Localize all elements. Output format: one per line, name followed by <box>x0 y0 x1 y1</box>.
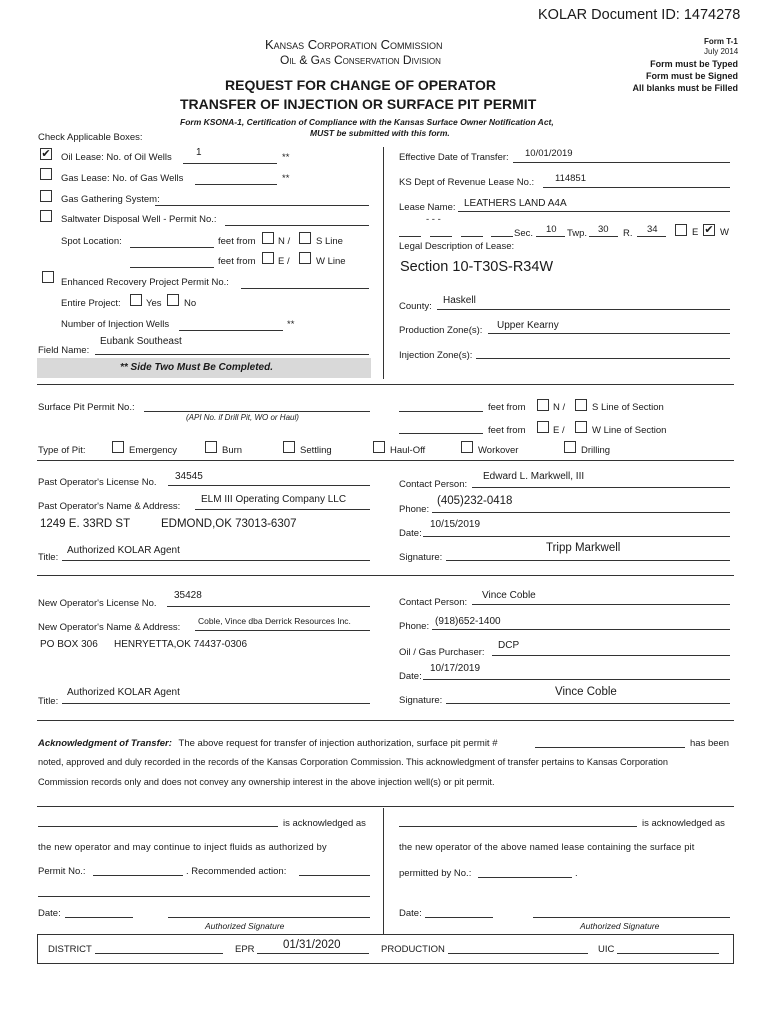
settling-checkbox[interactable] <box>283 441 295 453</box>
sec-label: Sec. <box>514 228 534 239</box>
new-license-label: New Operator's License No. <box>38 598 157 609</box>
eor-label: Enhanced Recovery Project Permit No.: <box>61 277 229 288</box>
yes-label: Yes <box>146 298 162 309</box>
req-typed: Form must be Typed <box>650 59 738 69</box>
past-address[interactable]: 1249 E. 33RD ST <box>40 518 131 530</box>
gas-gathering-checkbox[interactable] <box>40 190 52 202</box>
new-name-label: New Operator's Name & Address: <box>38 622 181 633</box>
ks-dept-value[interactable]: 114851 <box>555 173 586 184</box>
lease-name-label: Lease Name: <box>399 202 456 213</box>
new-title-value[interactable]: Authorized KOLAR Agent <box>67 687 180 698</box>
form-subtitle-1: Form KSONA-1, Certification of Compliance with the Kansas Surface Owner Notification Act, <box>180 117 554 127</box>
form-title-1: REQUEST FOR CHANGE OF OPERATOR <box>225 77 496 93</box>
no-label: No <box>184 298 197 309</box>
gas-lease-label: Gas Lease: No. of Gas Wells <box>61 173 184 184</box>
past-name-value[interactable]: ELM III Operating Company LLC <box>201 494 347 505</box>
new-address[interactable]: PO BOX 306 <box>40 639 98 650</box>
stars: ** <box>282 152 290 163</box>
pit-w-checkbox[interactable] <box>575 421 587 433</box>
twp-label: Twp. <box>567 228 588 239</box>
ack-lead: Acknowledgment of Transfer: <box>38 738 172 749</box>
eff-date-label: Effective Date of Transfer: <box>399 152 509 163</box>
twp-value[interactable]: 30 <box>598 224 609 235</box>
spot-location-label: Spot Location: <box>61 236 122 247</box>
past-date-label: Date: <box>399 528 422 539</box>
s-label: S Line <box>316 236 343 247</box>
ack-left-date: Date: <box>38 908 61 919</box>
new-name-value[interactable]: Coble, Vince dba Derrick Resources Inc. <box>198 616 351 626</box>
ack-has-been: has been <box>690 738 730 749</box>
req-filled: All blanks must be Filled <box>632 83 738 93</box>
new-date-value[interactable]: 10/17/2019 <box>430 663 481 674</box>
api-note: (API No. if Drill Pit, WO or Haul) <box>186 413 299 422</box>
division-name: Oil & Gas Conservation Division <box>280 53 441 67</box>
prod-zone-label: Production Zone(s): <box>399 325 483 336</box>
e-checkbox[interactable] <box>262 252 274 264</box>
pit-e-checkbox[interactable] <box>537 421 549 433</box>
eff-date-value[interactable]: 10/01/2019 <box>525 148 573 159</box>
range-w-label: W <box>720 227 729 238</box>
workover-checkbox[interactable] <box>461 441 473 453</box>
new-city[interactable]: HENRYETTA,OK 74437-0306 <box>114 639 248 650</box>
new-contact-value[interactable]: Vince Coble <box>482 590 536 601</box>
sec-value[interactable]: 10 <box>546 224 557 235</box>
form-title-2: TRANSFER OF INJECTION OR SURFACE PIT PERMIT <box>180 96 537 112</box>
e-label: E / <box>278 256 290 267</box>
oil-lease-checkbox[interactable]: ✔ <box>41 148 51 160</box>
w-checkbox[interactable] <box>299 252 311 264</box>
legal-desc-value[interactable]: Section 10-T30S-R34W <box>400 259 554 275</box>
pit-n-label: N / <box>553 402 566 413</box>
pit-feet-from: feet from <box>488 402 526 413</box>
county-label: County: <box>399 301 432 312</box>
n-checkbox[interactable] <box>262 232 274 244</box>
pit-s-label: S Line of Section <box>592 402 664 413</box>
document-id: KOLAR Document ID: 1474278 <box>538 7 741 23</box>
new-sig-label: Signature: <box>399 695 443 706</box>
ack-right-is: is acknowledged as <box>642 818 725 829</box>
pit-n-checkbox[interactable] <box>537 399 549 411</box>
ack-right-auth-sig: Authorized Signature <box>580 921 660 931</box>
check-boxes-label: Check Applicable Boxes: <box>38 132 143 143</box>
new-signature[interactable]: Vince Coble <box>555 686 617 698</box>
w-label: W Line <box>316 256 346 267</box>
feet-from: feet from <box>218 256 256 267</box>
settling-label: Settling <box>300 445 332 456</box>
ack-right-text: the new operator of the above named lease containing the surface pit <box>399 842 695 852</box>
ack-text-3: Commission records only and does not convey any ownership interest in the above injection well(s) or pit permit. <box>38 777 495 787</box>
num-injection-label: Number of Injection Wells <box>61 319 170 330</box>
emergency-label: Emergency <box>129 445 178 456</box>
stars: ** <box>282 173 290 184</box>
ack-right-date: Date: <box>399 908 422 919</box>
new-date-label: Date: <box>399 671 422 682</box>
ack-text-2: noted, approved and duly recorded in the records of the Kansas Corporation Commission. This acknowledgment of transfer pertains to Kansas Corporation <box>38 757 669 767</box>
past-title-label: Title: <box>38 552 59 563</box>
yes-checkbox[interactable] <box>130 294 142 306</box>
form-subtitle-2: MUST be submitted with this form. <box>310 128 450 138</box>
past-date-value[interactable]: 10/15/2019 <box>430 519 481 530</box>
ack-period: . <box>575 868 578 879</box>
past-license-label: Past Operator's License No. <box>38 477 157 488</box>
drilling-checkbox[interactable] <box>564 441 576 453</box>
district-label: DISTRICT <box>48 944 92 955</box>
ack-left-auth-sig: Authorized Signature <box>205 921 285 931</box>
pit-e-label: E / <box>553 425 565 436</box>
inj-zone-label: Injection Zone(s): <box>399 350 473 361</box>
range-e-label: E <box>692 227 699 238</box>
swd-label: Saltwater Disposal Well - Permit No.: <box>61 214 217 225</box>
ks-dept-label: KS Dept of Revenue Lease No.: <box>399 177 535 188</box>
agency-name: Kansas Corporation Commission <box>265 37 443 52</box>
hauloff-label: Haul-Off <box>390 445 426 456</box>
gas-gathering-label: Gas Gathering System: <box>61 194 160 205</box>
lease-name-value[interactable]: LEATHERS LAND A4A <box>464 198 567 209</box>
range-w-checkbox[interactable]: ✔ <box>704 224 714 236</box>
new-phone-label: Phone: <box>399 621 430 632</box>
form-code: Form T-1 <box>704 37 738 46</box>
new-contact-label: Contact Person: <box>399 597 468 608</box>
new-phone-value[interactable]: (918)652-1400 <box>435 616 501 627</box>
epr-value[interactable]: 01/31/2020 <box>283 939 341 951</box>
swd-checkbox[interactable] <box>40 210 52 222</box>
surface-pit-label: Surface Pit Permit No.: <box>38 402 135 413</box>
field-name-value[interactable]: Eubank Southeast <box>100 336 182 347</box>
legal-desc-label: Legal Description of Lease: <box>399 241 515 252</box>
stars: ** <box>287 319 295 330</box>
burn-label: Burn <box>222 445 243 456</box>
past-license-value[interactable]: 34545 <box>175 471 203 482</box>
new-license-value[interactable]: 35428 <box>174 590 202 601</box>
ack-text-1: The above request for transfer of injection authorization, surface pit permit # <box>178 738 498 749</box>
no-checkbox[interactable] <box>167 294 179 306</box>
past-city[interactable]: EDMOND,OK 73013-6307 <box>161 518 297 530</box>
form-date: July 2014 <box>704 47 739 56</box>
ack-rec-action: . Recommended action: <box>186 866 287 877</box>
eor-checkbox[interactable] <box>42 271 54 283</box>
ack-permit-no: Permit No.: <box>38 866 86 877</box>
county-value[interactable]: Haskell <box>443 295 476 306</box>
past-contact-value[interactable]: Edward L. Markwell, III <box>483 471 585 482</box>
r-label: R. <box>623 228 633 239</box>
prod-zone-value[interactable]: Upper Kearny <box>497 320 559 331</box>
hauloff-checkbox[interactable] <box>373 441 385 453</box>
ack-permitted-by: permitted by No.: <box>399 868 472 879</box>
drilling-label: Drilling <box>581 445 611 456</box>
ack-left-text: the new operator and may continue to inject fluids as authorized by <box>38 842 327 852</box>
range-e-checkbox[interactable] <box>675 224 687 236</box>
ack-line-1 <box>38 738 498 749</box>
emergency-checkbox[interactable] <box>112 441 124 453</box>
entire-project-label: Entire Project: <box>61 298 121 309</box>
side-two-text: ** Side Two Must Be Completed. <box>120 362 273 373</box>
past-contact-label: Contact Person: <box>399 479 468 490</box>
oil-wells-value[interactable]: 1 <box>196 147 202 158</box>
past-title-value[interactable]: Authorized KOLAR Agent <box>67 545 180 556</box>
gas-lease-checkbox[interactable] <box>40 168 52 180</box>
n-label: N / <box>278 236 291 247</box>
workover-label: Workover <box>478 445 519 456</box>
field-name-label: Field Name: <box>38 345 90 356</box>
s-checkbox[interactable] <box>299 232 311 244</box>
new-title-label: Title: <box>38 696 59 707</box>
past-phone-label: Phone: <box>399 504 430 515</box>
type-of-pit-label: Type of Pit: <box>38 445 86 456</box>
pit-s-checkbox[interactable] <box>575 399 587 411</box>
past-signature[interactable]: Tripp Markwell <box>546 542 621 554</box>
burn-checkbox[interactable] <box>205 441 217 453</box>
production-label: PRODUCTION <box>381 944 445 955</box>
past-name-label: Past Operator's Name & Address: <box>38 501 181 512</box>
feet-from: feet from <box>218 236 256 247</box>
pit-w-label: W Line of Section <box>592 425 667 436</box>
uic-label: UIC <box>598 944 615 955</box>
qtr-dashes: - - - <box>426 214 441 225</box>
ack-left-is: is acknowledged as <box>283 818 366 829</box>
pit-feet-from: feet from <box>488 425 526 436</box>
purchaser-value[interactable]: DCP <box>498 640 520 651</box>
past-sig-label: Signature: <box>399 552 443 563</box>
epr-label: EPR <box>235 944 255 955</box>
past-phone-value[interactable]: (405)232-0418 <box>437 495 513 507</box>
req-signed: Form must be Signed <box>645 71 738 81</box>
r-value[interactable]: 34 <box>647 224 658 235</box>
oil-lease-label: Oil Lease: No. of Oil Wells <box>61 152 172 163</box>
purchaser-label: Oil / Gas Purchaser: <box>399 647 485 658</box>
